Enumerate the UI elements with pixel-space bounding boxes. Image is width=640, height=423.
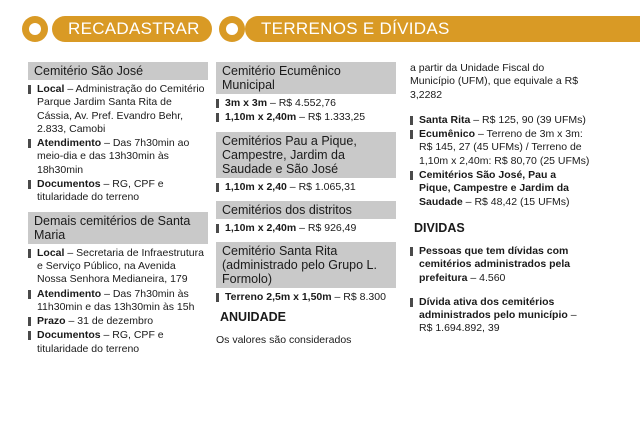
list-item: 1,10m x 2,40 – R$ 1.065,31 <box>216 181 396 194</box>
list-item: Documentos – RG, CPF e titularidade do terreno <box>28 178 208 205</box>
section-title: Cemitério Santa Rita (administrado pelo Grupo L. Formolo) <box>216 242 396 288</box>
section-title: Cemitério São José <box>28 62 208 80</box>
list-item: Documentos – RG, CPF e titularidade do terreno <box>28 329 208 356</box>
list-item: 1,10m x 2,40m – R$ 1.333,25 <box>216 111 396 124</box>
column-anuidade-dividas <box>410 62 590 337</box>
terrenos-dividas-banner <box>219 16 640 42</box>
anuidade-text: Os valores são considerados <box>216 334 352 347</box>
list-item: Cemitérios São José, Pau a Pique, Campestre e Jardim da Saudade – R$ 48,42 (15 UFMs) <box>410 169 590 209</box>
list-item: Prazo – 31 de dezembro <box>28 315 208 328</box>
section-title: Cemitérios Pau a Pique, Campestre, Jardim da Saudade e São José <box>216 132 396 178</box>
list-item: Terreno 2,5m x 1,50m – R$ 8.300 <box>216 291 396 304</box>
list-item: Pessoas que tem dívidas com cemitérios administrados pela prefeitura – 4.560 <box>410 245 590 285</box>
section-title: Cemitério Ecumênico Municipal <box>216 62 396 94</box>
terrenos-dividas-title: TERRENOS E DÍVIDAS <box>245 16 640 42</box>
anuidade-intro: a partir da Unidade Fiscal do Município (UFM), que equivale a R$ 3,2282 <box>410 62 579 101</box>
section-title: Cemitérios dos distritos <box>216 201 396 219</box>
dividas-heading: DIVIDAS <box>414 220 465 235</box>
section-title: Demais cemitérios de Santa Maria <box>28 212 208 244</box>
list-item: 3m x 3m – R$ 4.552,76 <box>216 97 396 110</box>
list-item: Atendimento – Das 7h30min ao meio-dia e das 13h30min às 18h30min <box>28 137 208 177</box>
recadastrar-title: RECADASTRAR <box>52 16 212 42</box>
banner-circle-icon <box>22 16 48 42</box>
list-item: Local – Secretaria de Infraestrutura e Serviço Público, na Avenida Nossa Senhora Medianeira, 179 <box>28 247 208 287</box>
anuidade-heading: ANUIDADE <box>220 310 286 325</box>
list-item: Dívida ativa dos cemitérios administrados pelo município – R$ 1.694.892, 39 <box>410 296 590 336</box>
column-precos <box>216 62 396 348</box>
list-item: Ecumênico – Terreno de 3m x 3m: R$ 145, 27 (45 UFMs) / Terreno de 1,10m x 2,40m: R$ 80,70 (25 UFMs) <box>410 128 590 168</box>
banner-circle-icon <box>219 16 245 42</box>
column-recadastrar <box>28 62 208 357</box>
recadastrar-banner <box>22 16 212 42</box>
list-item: Santa Rita – R$ 125, 90 (39 UFMs) <box>410 114 590 127</box>
list-item: Atendimento – Das 7h30min às 11h30min e das 13h30min às 15h <box>28 288 208 315</box>
list-item: Local – Administração do Cemitério Parque Jardim Santa Rita de Cássia, Av. Pref. Evandro Behr, 2.833, Camobi <box>28 83 208 136</box>
list-item: 1,10m x 2,40m – R$ 926,49 <box>216 222 396 235</box>
